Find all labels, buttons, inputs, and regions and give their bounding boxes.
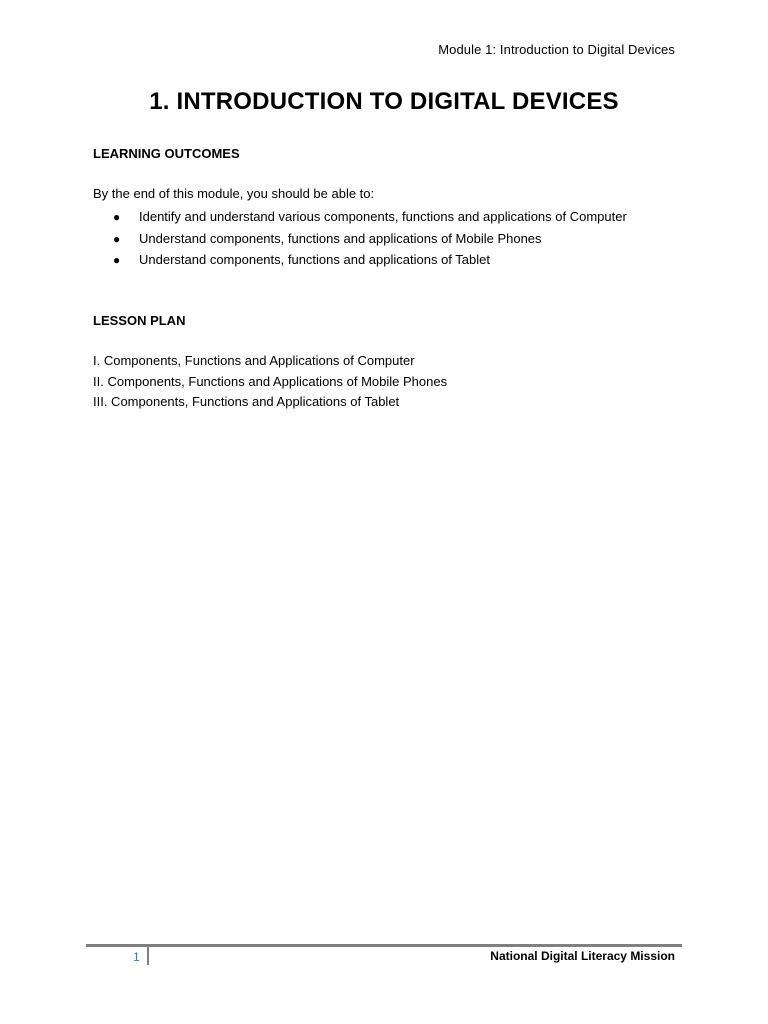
footer-divider [147, 947, 149, 965]
footer-organization: National Digital Literacy Mission [490, 949, 675, 963]
list-item: III. Components, Functions and Applications of Tablet [93, 394, 400, 409]
lesson-plan-list [93, 351, 447, 413]
list-item [93, 207, 675, 228]
bullet-icon: ● [113, 253, 121, 267]
list-item-text: Understand components, functions and applications of Mobile Phones [139, 230, 542, 246]
learning-outcomes-intro: By the end of this module, you should be able to: [93, 186, 375, 201]
page-number: 1 [133, 950, 140, 964]
learning-outcomes-heading: LEARNING OUTCOMES [93, 146, 240, 161]
list-item: II. Components, Functions and Applications of Mobile Phones [93, 373, 448, 389]
list-item-text: Identify and understand various components, functions and applications of Computer [139, 209, 627, 224]
footer-rule [86, 944, 682, 947]
learning-outcomes-list [93, 207, 675, 272]
bullet-icon: ● [113, 210, 121, 224]
running-header: Module 1: Introduction to Digital Devices [438, 42, 675, 57]
page-title: 1. INTRODUCTION TO DIGITAL DEVICES [149, 88, 619, 115]
list-item [93, 250, 675, 271]
lesson-plan-heading: LESSON PLAN [93, 313, 186, 328]
list-item [93, 229, 675, 250]
bullet-icon: ● [113, 231, 121, 246]
list-item: I. Components, Functions and Applications of Computer [93, 353, 415, 368]
list-item-text: Understand components, functions and applications of Tablet [139, 252, 490, 267]
